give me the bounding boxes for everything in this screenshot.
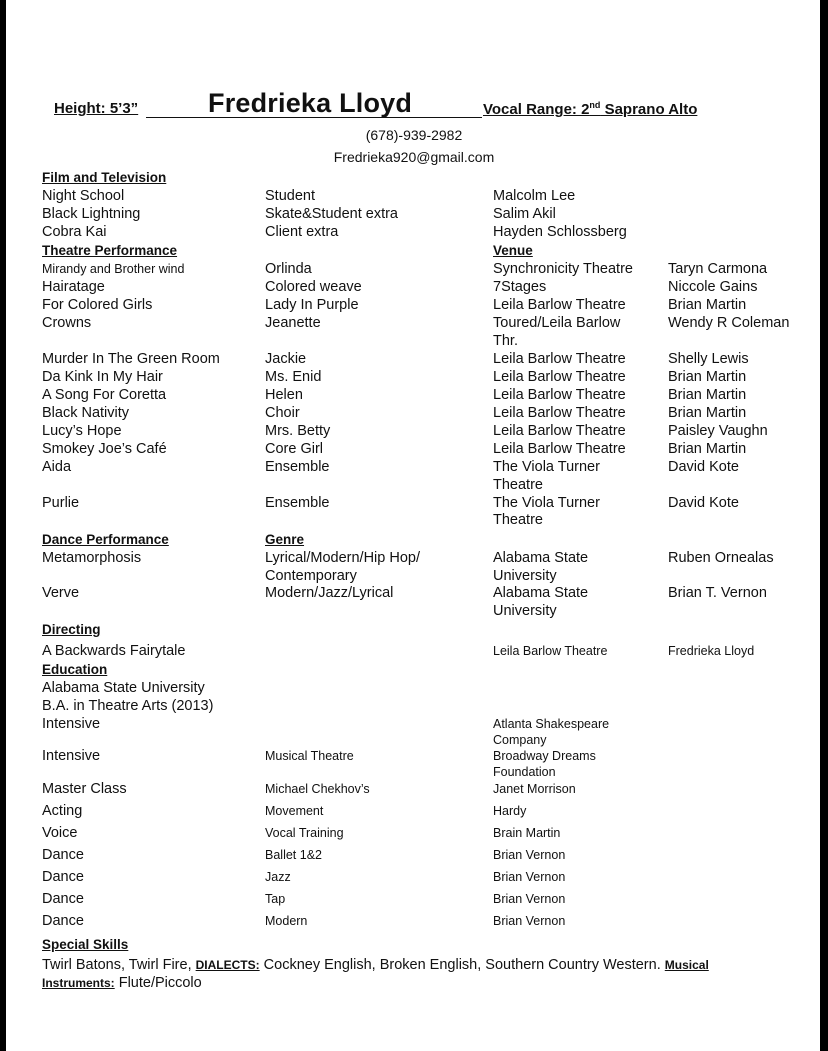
resume-header <box>54 88 714 120</box>
education-cell-3: Janet Morrison <box>493 782 576 796</box>
dance-cell-3: University <box>493 568 557 584</box>
education-cell-1: Dance <box>42 847 84 863</box>
theatre-cell-2: Jackie <box>265 351 307 367</box>
film-cell-2: Client extra <box>265 224 339 240</box>
education-cell-3: Hardy <box>493 804 527 818</box>
theatre-cell-1: A Song For Coretta <box>42 387 167 403</box>
theatre-cell-3: Leila Barlow Theatre <box>493 351 626 367</box>
theatre-cell-2: Orlinda <box>265 261 312 277</box>
education-cell-3: Brain Martin <box>493 826 561 840</box>
film-cell-1: Night School <box>42 188 125 204</box>
phone-number: (678)-939-2982 <box>365 127 463 143</box>
theatre-cell-2: Ensemble <box>265 459 330 475</box>
theatre-cell-2: Ms. Enid <box>265 369 322 385</box>
dance-cell-2: Lyrical/Modern/Hip Hop/ <box>265 550 420 566</box>
theatre-cell-4: Brian Martin <box>668 297 747 313</box>
theatre-cell-3: Theatre <box>493 512 543 528</box>
education-cell-2: Jazz <box>265 870 291 884</box>
film-cell-3: Malcolm Lee <box>493 188 576 204</box>
education-cell-3: Brian Vernon <box>493 914 566 928</box>
dialects-label: DIALECTS: <box>195 958 260 972</box>
education-cell-3: Broadway Dreams <box>493 749 596 763</box>
theatre-cell-2: Jeanette <box>265 315 321 331</box>
theatre-cell-4: Brian Martin <box>668 369 747 385</box>
theatre-cell-3: Theatre <box>493 477 543 493</box>
education-cell-1: Voice <box>42 825 78 841</box>
film-cell-1: Black Lightning <box>42 206 141 222</box>
section-education: Education <box>42 662 108 677</box>
theatre-cell-3: Leila Barlow Theatre <box>493 441 626 457</box>
genre-heading: Genre <box>265 532 305 547</box>
section-special-skills: Special Skills <box>42 937 129 952</box>
dance-cell-2: Contemporary <box>265 568 357 584</box>
education-cell-1: Alabama State University <box>42 680 205 696</box>
theatre-cell-1: Black Nativity <box>42 405 130 421</box>
theatre-cell-3: Toured/Leila Barlow <box>493 315 621 331</box>
theatre-cell-1: Lucy’s Hope <box>42 423 122 439</box>
theatre-cell-4: Shelly Lewis <box>668 351 749 367</box>
dance-cell-1: Verve <box>42 585 80 601</box>
theatre-cell-4: Brian Martin <box>668 387 747 403</box>
theatre-cell-3: Leila Barlow Theatre <box>493 405 626 421</box>
theatre-cell-1: Aida <box>42 459 72 475</box>
theatre-cell-2: Mrs. Betty <box>265 423 331 439</box>
film-cell-3: Hayden Schlossberg <box>493 224 627 240</box>
directing-venue: Leila Barlow Theatre <box>493 644 608 658</box>
theatre-cell-1: Murder In The Green Room <box>42 351 220 367</box>
theatre-cell-1: Da Kink In My Hair <box>42 369 163 385</box>
dance-cell-4: Brian T. Vernon <box>668 585 767 601</box>
theatre-cell-4: Brian Martin <box>668 405 747 421</box>
education-cell-3: Atlanta Shakespeare <box>493 717 610 731</box>
film-cell-2: Student <box>265 188 315 204</box>
education-cell-2: Tap <box>265 892 286 906</box>
theatre-cell-4: Paisley Vaughn <box>668 423 768 439</box>
theatre-cell-2: Lady In Purple <box>265 297 359 313</box>
section-theatre: Theatre Performance <box>42 243 178 258</box>
education-cell-3: Foundation <box>493 765 556 779</box>
education-cell-1: Intensive <box>42 716 101 732</box>
performer-name: Fredrieka Lloyd <box>208 88 413 118</box>
special-skills-text: Twirl Batons, Twirl Fire, DIALECTS: Cockney English, Broken English, Southern Country Western. Musical Instruments: Flute/Piccolo <box>42 957 709 991</box>
section-directing: Directing <box>42 622 101 637</box>
education-cell-2: Ballet 1&2 <box>265 848 322 862</box>
dance-cell-3: University <box>493 603 557 619</box>
musical-instruments-label: Musical Instruments: <box>42 958 709 990</box>
theatre-cell-1: Mirandy and Brother wind <box>42 262 185 276</box>
theatre-cell-4: Taryn Carmona <box>668 261 768 277</box>
education-cell-2: Movement <box>265 804 324 818</box>
theatre-cell-1: For Colored Girls <box>42 297 153 313</box>
theatre-cell-1: Purlie <box>42 495 80 511</box>
education-cell-1: B.A. in Theatre Arts (2013) <box>42 698 214 714</box>
education-cell-2: Vocal Training <box>265 826 344 840</box>
education-cell-2: Michael Chekhov’s <box>265 782 370 796</box>
film-cell-2: Skate&Student extra <box>265 206 398 222</box>
theatre-cell-4: Wendy R Coleman <box>668 315 790 331</box>
theatre-cell-3: Synchronicity Theatre <box>493 261 633 277</box>
theatre-cell-4: David Kote <box>668 459 739 475</box>
education-cell-3: Brian Vernon <box>493 870 566 884</box>
education-cell-2: Modern <box>265 914 308 928</box>
directing-title: A Backwards Fairytale <box>42 643 186 659</box>
theatre-cell-2: Colored weave <box>265 279 362 295</box>
dance-cell-3: Alabama State <box>493 585 589 601</box>
theatre-cell-3: Leila Barlow Theatre <box>493 423 626 439</box>
height-label: Height: 5’3” <box>54 100 139 117</box>
education-cell-3: Brian Vernon <box>493 892 566 906</box>
directing-director: Fredrieka Lloyd <box>668 644 755 658</box>
theatre-cell-3: Leila Barlow Theatre <box>493 387 626 403</box>
film-cell-1: Cobra Kai <box>42 224 107 240</box>
theatre-cell-1: Hairatage <box>42 279 105 295</box>
email-address: Fredrieka920@gmail.com <box>333 149 495 165</box>
education-cell-1: Dance <box>42 891 84 907</box>
theatre-cell-3: The Viola Turner <box>493 459 600 475</box>
vocal-range-label: Vocal Range: 2nd Saprano Alto <box>483 100 698 118</box>
theatre-cell-2: Ensemble <box>265 495 330 511</box>
section-dance: Dance Performance <box>42 532 169 547</box>
theatre-cell-1: Crowns <box>42 315 92 331</box>
theatre-cell-3: Leila Barlow Theatre <box>493 297 626 313</box>
education-cell-3: Company <box>493 733 547 747</box>
dance-cell-3: Alabama State <box>493 550 589 566</box>
education-cell-1: Dance <box>42 913 84 929</box>
theatre-cell-4: Niccole Gains <box>668 279 758 295</box>
dance-cell-4: Ruben Ornealas <box>668 550 774 566</box>
section-film-television: Film and Television <box>42 170 167 185</box>
education-cell-3: Brian Vernon <box>493 848 566 862</box>
theatre-cell-4: David Kote <box>668 495 739 511</box>
dance-cell-1: Metamorphosis <box>42 550 142 566</box>
education-cell-1: Acting <box>42 803 83 819</box>
theatre-cell-3: Leila Barlow Theatre <box>493 369 626 385</box>
education-cell-1: Intensive <box>42 748 101 764</box>
dance-cell-2: Modern/Jazz/Lyrical <box>265 585 394 601</box>
theatre-cell-2: Core Girl <box>265 441 324 457</box>
theatre-cell-2: Helen <box>265 387 303 403</box>
venue-heading: Venue <box>493 243 533 258</box>
theatre-cell-3: Thr. <box>493 333 518 349</box>
theatre-cell-1: Smokey Joe’s Café <box>42 441 167 457</box>
theatre-cell-3: The Viola Turner <box>493 495 600 511</box>
theatre-cell-4: Brian Martin <box>668 441 747 457</box>
education-cell-2: Musical Theatre <box>265 749 354 763</box>
theatre-cell-2: Choir <box>265 405 300 421</box>
film-cell-3: Salim Akil <box>493 206 556 222</box>
theatre-cell-3: 7Stages <box>493 279 547 295</box>
education-cell-1: Dance <box>42 869 84 885</box>
education-cell-1: Master Class <box>42 781 127 797</box>
